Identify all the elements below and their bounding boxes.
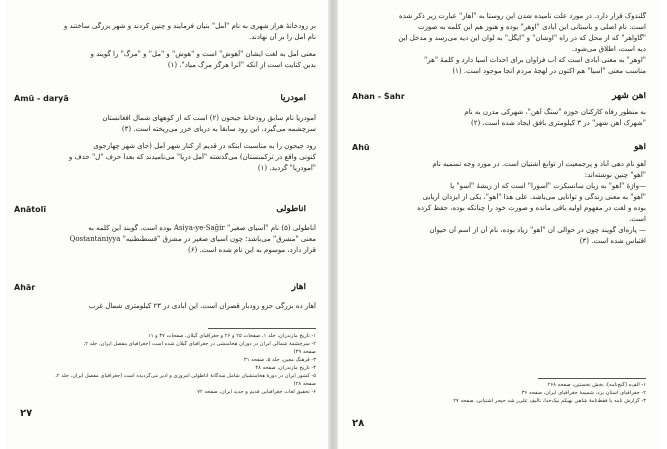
footnote: ۳- فرهنگ معین، جلد ۵، صفحه ۳۱ <box>243 357 316 363</box>
text-line: دیه است، اطلاق می‌شود. <box>572 45 646 53</box>
text-line: "آهو" به معنی زندگی و توانایی می‌باشد. علی هذا "آهو"، یکی از ایزدان آریایی <box>422 193 646 201</box>
text-line: آناطولی (۵) نام "آسیای صغیر" Asiya-ye-Saḡir بوده است. گویند این کلمه به <box>88 224 316 232</box>
footnote: ۵- کشور ایران در دورهٔ هخامنشیان شامل سه‌گانهٔ آناطولی امروزی و ادیر می‌گردیده است (جغرافیای مفصل ایران، جلد ۲، <box>55 373 316 379</box>
text-line: نام آمل را بر آن نهادند. <box>248 33 316 41</box>
text-line: است. <box>629 215 646 223</box>
footnote: صفحه ۲۸) <box>293 381 316 387</box>
right-page <box>338 0 660 449</box>
left-page <box>6 0 328 449</box>
text-line: "آهو" چنین نوشته‌اند: <box>584 171 646 179</box>
text-line: "آمودریا" گردید. (۱) <box>257 164 316 172</box>
text-line: "گاواهر" که از محل که در راه "اوشان" و "ایگل" به لوان این دیه می‌رسد و مدخل این <box>398 34 646 42</box>
entry-latin-heading: Ahan - Šahr <box>352 92 405 101</box>
entry-heading: آهار <box>291 283 306 292</box>
footnote-rule <box>208 328 316 329</box>
footnote: ۲- جغرافیای استان یزد، شمیمهٔ جغرافیای ایران، صفحه ۳۶ <box>521 390 646 396</box>
entry-heading: آهن شهر <box>612 92 646 101</box>
text-line: معنی آمل به لغت ایشان "آهوش" است و "هوش" و "مل" و "مرگ" را گویند و <box>90 50 316 58</box>
text-line: سرچشمه می‌گیرد. این رود سابقاً به دریای خزر می‌ریخته است. (۳) <box>121 125 316 133</box>
page-number: ۲۷ <box>20 408 33 419</box>
footnote-rule <box>538 378 646 379</box>
text-line: کنونی واقع در ترکمنستان) می‌گذشته "آمل دریا" می‌نامیدند که بعداً حرف "ل" حذف و <box>68 153 316 161</box>
entry-latin-heading: Āhār <box>14 283 36 292</box>
text-line: مناسب معنی "آسیا" هم اکنون در لهجهٔ مردم آنجا موجود است. (۱) <box>452 67 646 75</box>
entry-latin-heading: Āmū - daryā <box>14 94 69 103</box>
page-number: ۲۸ <box>352 418 365 429</box>
text-line: بدین کنایت است از آنکه "آنرا هرگز مرگ مباد". (۱) <box>167 61 316 69</box>
text-line: — پاره‌ای گویند چون در حوالی آن "آهو" زیاد بوده، نام آن از اسم آن حیوان <box>429 226 646 234</box>
footnote: ۶- تحقیق لغات جغرافیایی قدیم و جدید ایران، صفحه ۷۲ <box>197 389 316 395</box>
text-line: "اوهر" به معنی آبادی است که آب فراوان برای احداث آسیا دارد و کلمهٔ "هر" <box>424 56 646 64</box>
text-line: آهو نام دهی آباد و پرجمعیت از توابع آشتیان است. در مورد وجه تسمیه نام <box>432 160 646 168</box>
entry-heading: آهو <box>634 143 646 152</box>
entry-latin-heading: Ahū <box>352 143 370 152</box>
entry-heading: آناطولی <box>276 205 306 214</box>
text-line: آمودریا نام سابق رودخانهٔ جیحون (۲) است که از کوههای شمال افغانستان <box>102 114 316 122</box>
text-line: به منظور رفاه کارکنان حوزه "سنگ آهن"، شهرکی مدرن به نام <box>464 108 646 116</box>
text-line: "شهرک آهن شهر" در ۳ کیلومتری بافق ایجاد شده است. (۲) <box>471 119 646 127</box>
footnote: ۲- سرچشمهٔ شمالی ایران در دوران هخامنشی در جغرافیای گیلان شده است (جغرافیای مفصل ایران، جلد ۲، <box>83 341 316 347</box>
footnote: ۱- الف‌ه (گنج‌نامه)، بخش نخستین، صفحه ۲۶۸ <box>547 382 646 388</box>
book-gutter <box>328 0 338 449</box>
text-line: —واژهٔ "آهو" به زبان سانسکرت "آسورا" است که از ریشهٔ "آسو" یا <box>450 182 646 190</box>
text-line: رود جیحون را به مناسبت اینکه در قدیم از کنار شهر آمل (جای شهر چهارجوی <box>93 142 316 150</box>
text-line: قرار دارد، موسوم به این نام شده است. (۶) <box>187 246 316 254</box>
text-line: است. نام اصلی و باستانی این آبادی "اوهر" بوده و هنوز هم این کلمه به صورت <box>417 23 646 31</box>
footnote: ۱- تاریخ مازندران، جلد ۱، صفحات ۲۵ و ۲۶ و جغرافیای گیلان، صفحات ۳۷ و ۱۱ <box>147 333 316 339</box>
text-line: معنی "مشرق" می‌باشد؛ چون آسیای صغیر در مشرق "قسطنطنیه" Qostantaniyya <box>69 235 316 243</box>
text-line: اقتباس شده است. (۳) <box>579 237 646 245</box>
entry-heading: آمودریا <box>280 94 306 103</box>
footnote: صفحه ۴۹) <box>293 349 316 355</box>
footnote: ۴- تاریخ مازندران، صفحه ۴۸ <box>255 365 316 371</box>
text-line: آهار ده بزرگی جزو رودبار قصران است. این آبادی در ۲۳ کیلومتری شمال غرب <box>88 302 316 310</box>
text-line: بر رودخانهٔ هراز شهری به نام "آمل" بنیان فرمایند و چنین کردند و شهر بزرگی ساختند و <box>63 22 316 30</box>
text-line: گلندوک قرار دارد. در مورد علت نامیده شدن این روستا به "آهار" عبارت زیر ذکر شده <box>399 12 646 20</box>
text-line: بوده و لغت در مفهوم اولیه باقی مانده و صورت خود را چنانکه بوده، حفظ کرده <box>417 204 646 212</box>
footnote: ۳- گزارش نامه یا فقط‌نامهٔ شاهی نهیکم نیک‌خدا، تالیف علی‌ر شد حیحر آشتیانی، صفحه ۲۷ <box>453 398 646 404</box>
entry-latin-heading: Ānātolī <box>14 205 47 214</box>
